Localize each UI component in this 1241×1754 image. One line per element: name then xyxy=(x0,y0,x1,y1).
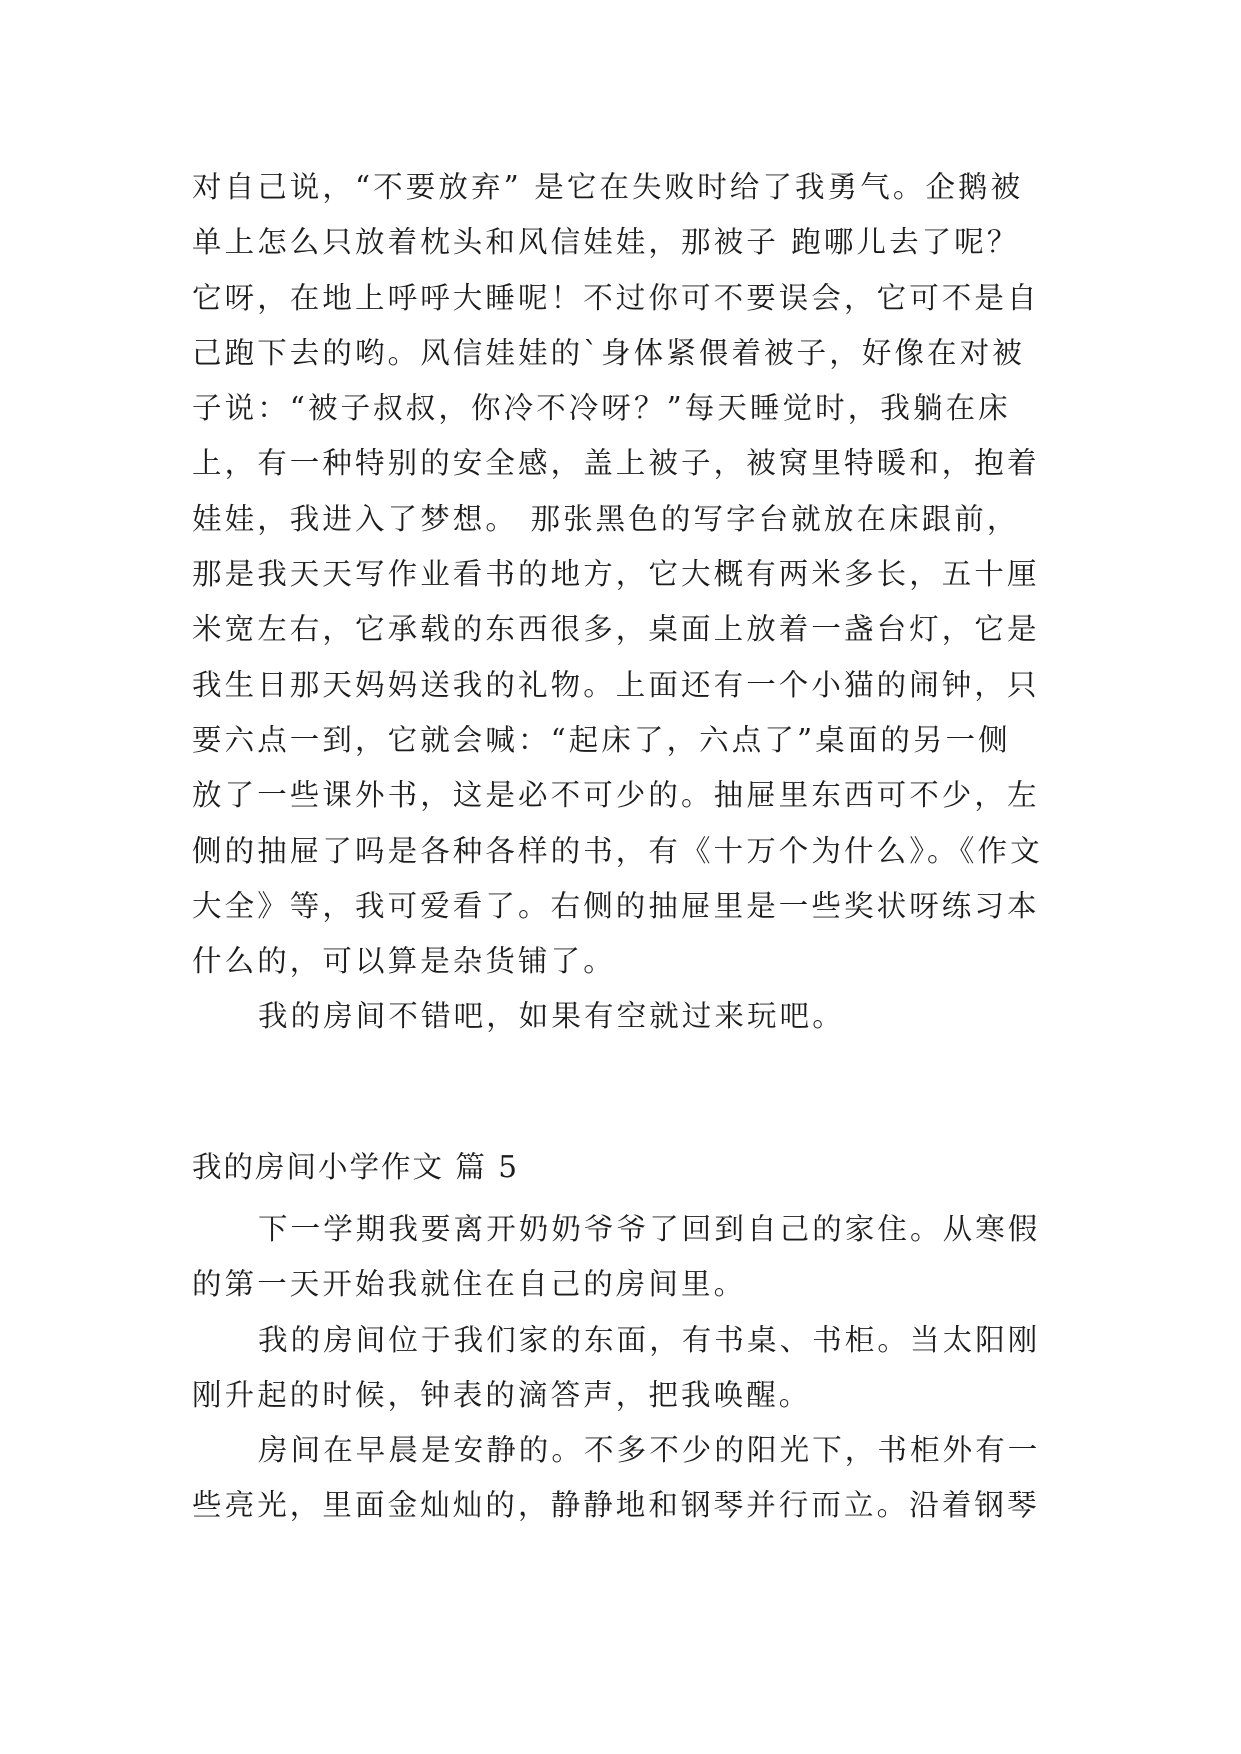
text-line: 我生日那天妈妈送我的礼物。上面还有一个小猫的闹钟，只 xyxy=(192,667,1040,702)
text-line: 子说：“被子叔叔，你冷不冷呀？”每天睡觉时，我躺在床 xyxy=(192,391,1011,426)
text-line: 要六点一到，它就会喊：“起床了，六点了”桌面的另一侧 xyxy=(192,722,1011,757)
paragraph-3-line: 些亮光，里面金灿灿的，静静地和钢琴并行而立。沿着钢琴 xyxy=(192,1488,1040,1523)
essay-continuation xyxy=(192,160,1048,1045)
paragraph-1-line: 的第一天开始我就住在自己的房间里。 xyxy=(192,1267,747,1302)
text-line: 什么的，可以算是杂货铺了。 xyxy=(192,944,616,979)
section-heading xyxy=(192,1140,1048,1195)
text-line: 它呀，在地上呼呼大睡呢！不过你可不要误会，它可不是自 xyxy=(192,280,1040,315)
text-line: 放了一些课外书，这是必不可少的。抽屉里东西可不少，左 xyxy=(192,778,1040,813)
text-line: 娃娃，我进入了梦想。 那张黑色的写字台就放在床跟前， xyxy=(192,501,1020,536)
text-line: 侧的抽屉了吗是各种各样的书，有《十万个为什么》。《作文 xyxy=(192,833,1043,868)
text-line: 大全》等，我可爱看了。右侧的抽屉里是一些奖状呀练习本 xyxy=(192,888,1040,923)
paragraph-1-line: 下一学期我要离开奶奶爷爷了回到自己的家住。从寒假 xyxy=(258,1212,1041,1246)
section-title: 我的房间小学作文 篇 5 xyxy=(192,1150,520,1184)
text-line: 上，有一种特别的安全感，盖上被子，被窝里特暖和，抱着 xyxy=(192,446,1040,481)
text-line: 单上怎么只放着枕头和风信娃娃，那被子 跑哪儿去了呢？ xyxy=(192,225,1020,260)
essay-body xyxy=(192,1202,1048,1534)
text-line: 对自己说，“不要放弃” 是它在失败时给了我勇气。企鹅被 xyxy=(192,170,1024,204)
closing-paragraph: 我的房间不错吧，如果有空就过来玩吧。 xyxy=(258,999,845,1034)
text-line: 己跑下去的哟。风信娃娃的`身体紧偎着被子，好像在对被 xyxy=(192,335,1025,370)
paragraph-3-line: 房间在早晨是安静的。不多不少的阳光下，书柜外有一 xyxy=(258,1433,1041,1468)
text-line: 米宽左右，它承载的东西很多，桌面上放着一盏台灯，它是 xyxy=(192,612,1040,647)
paragraph-2-line: 我的房间位于我们家的东面，有书桌、书柜。当太阳刚 xyxy=(258,1322,1041,1357)
paragraph-2-line: 刚升起的时候，钟表的滴答声，把我唤醒。 xyxy=(192,1377,812,1412)
text-line: 那是我天天写作业看书的地方，它大概有两米多长，五十厘 xyxy=(192,557,1040,592)
